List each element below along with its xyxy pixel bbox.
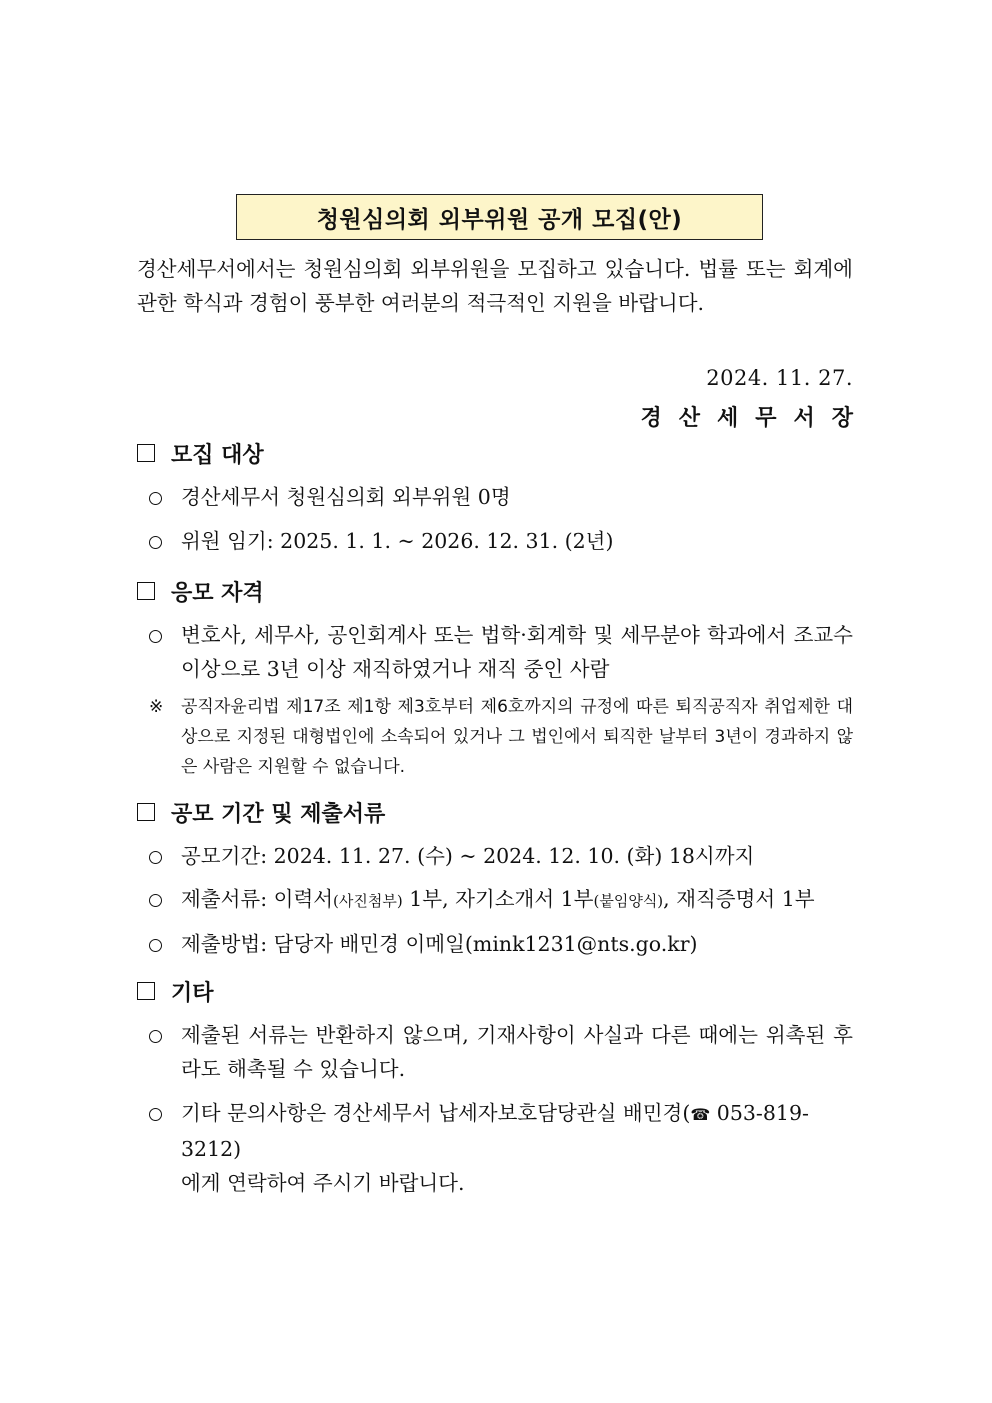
signer: 경산세무서장 bbox=[640, 405, 870, 431]
list-item: 제출된 서류는 반환하지 않으며, 기재사항이 사실과 다른 때에는 위촉된 후라도 해촉될 수 있습니다. bbox=[137, 1018, 853, 1086]
telephone-icon: ☎ bbox=[690, 1105, 711, 1124]
list-item: 위원 임기: 2025. 1. 1. ~ 2026. 12. 31. (2년) bbox=[137, 524, 853, 558]
section-heading: 응모 자격 bbox=[137, 574, 853, 608]
eligibility-note: ※ 공직자윤리법 제17조 제1항 제3호부터 제6호까지의 규정에 따른 퇴직공직자 취업제한 대상으로 지정된 대형법인에 소속되어 있거나 그 법인에서 퇴직한 날부터 3년이 경과하지 않은 사람은 지원할 수 없습니다. bbox=[137, 692, 853, 782]
section-heading: 공모 기간 및 제출서류 bbox=[137, 795, 853, 829]
list-item: 제출서류: 이력서(사진첨부) 1부, 자기소개서 1부(붙임양식), 재직증명서 1부 bbox=[137, 882, 853, 918]
section-other bbox=[137, 974, 853, 1200]
reference-mark-icon: ※ bbox=[149, 697, 164, 717]
circle-bullet-icon bbox=[149, 536, 162, 549]
circle-bullet-icon bbox=[149, 492, 162, 505]
list-item: 제출방법: 담당자 배민경 이메일(mink1231@nts.go.kr) bbox=[137, 927, 853, 961]
circle-bullet-icon bbox=[149, 630, 162, 643]
circle-bullet-icon bbox=[149, 894, 162, 907]
checkbox-square-icon bbox=[137, 582, 155, 600]
circle-bullet-icon bbox=[149, 939, 162, 952]
intro-paragraph: 경산세무서에서는 청원심의회 외부위원을 모집하고 있습니다. 법률 또는 회계에 관한 학식과 경험이 풍부한 여러분의 적극적인 지원을 바랍니다. bbox=[137, 257, 853, 315]
section-period-documents bbox=[137, 795, 853, 961]
section-recruitment-target bbox=[137, 436, 853, 558]
list-item: 공모기간: 2024. 11. 27. (수) ~ 2024. 12. 10. (화) 18시까지 bbox=[137, 839, 853, 873]
list-item: 기타 문의사항은 경산세무서 납세자보호담당관실 배민경(☎ 053-819-3212) 에게 연락하여 주시기 바랍니다. bbox=[137, 1096, 853, 1200]
circle-bullet-icon bbox=[149, 851, 162, 864]
section-heading: 기타 bbox=[137, 974, 853, 1008]
section-heading: 모집 대상 bbox=[137, 436, 853, 470]
section-eligibility bbox=[137, 574, 853, 782]
circle-bullet-icon bbox=[149, 1030, 162, 1043]
checkbox-square-icon bbox=[137, 982, 155, 1000]
checkbox-square-icon bbox=[137, 803, 155, 821]
circle-bullet-icon bbox=[149, 1108, 162, 1121]
checkbox-square-icon bbox=[137, 444, 155, 462]
document-date: 2024. 11. 27. bbox=[706, 366, 853, 390]
list-item: 변호사, 세무사, 공인회계사 또는 법학·회계학 및 세무분야 학과에서 조교수 이상으로 3년 이상 재직하였거나 재직 중인 사람 bbox=[137, 618, 853, 686]
document-title: 청원심의회 외부위원 공개 모집(안) bbox=[236, 194, 763, 240]
list-item: 경산세무서 청원심의회 외부위원 0명 bbox=[137, 480, 853, 514]
